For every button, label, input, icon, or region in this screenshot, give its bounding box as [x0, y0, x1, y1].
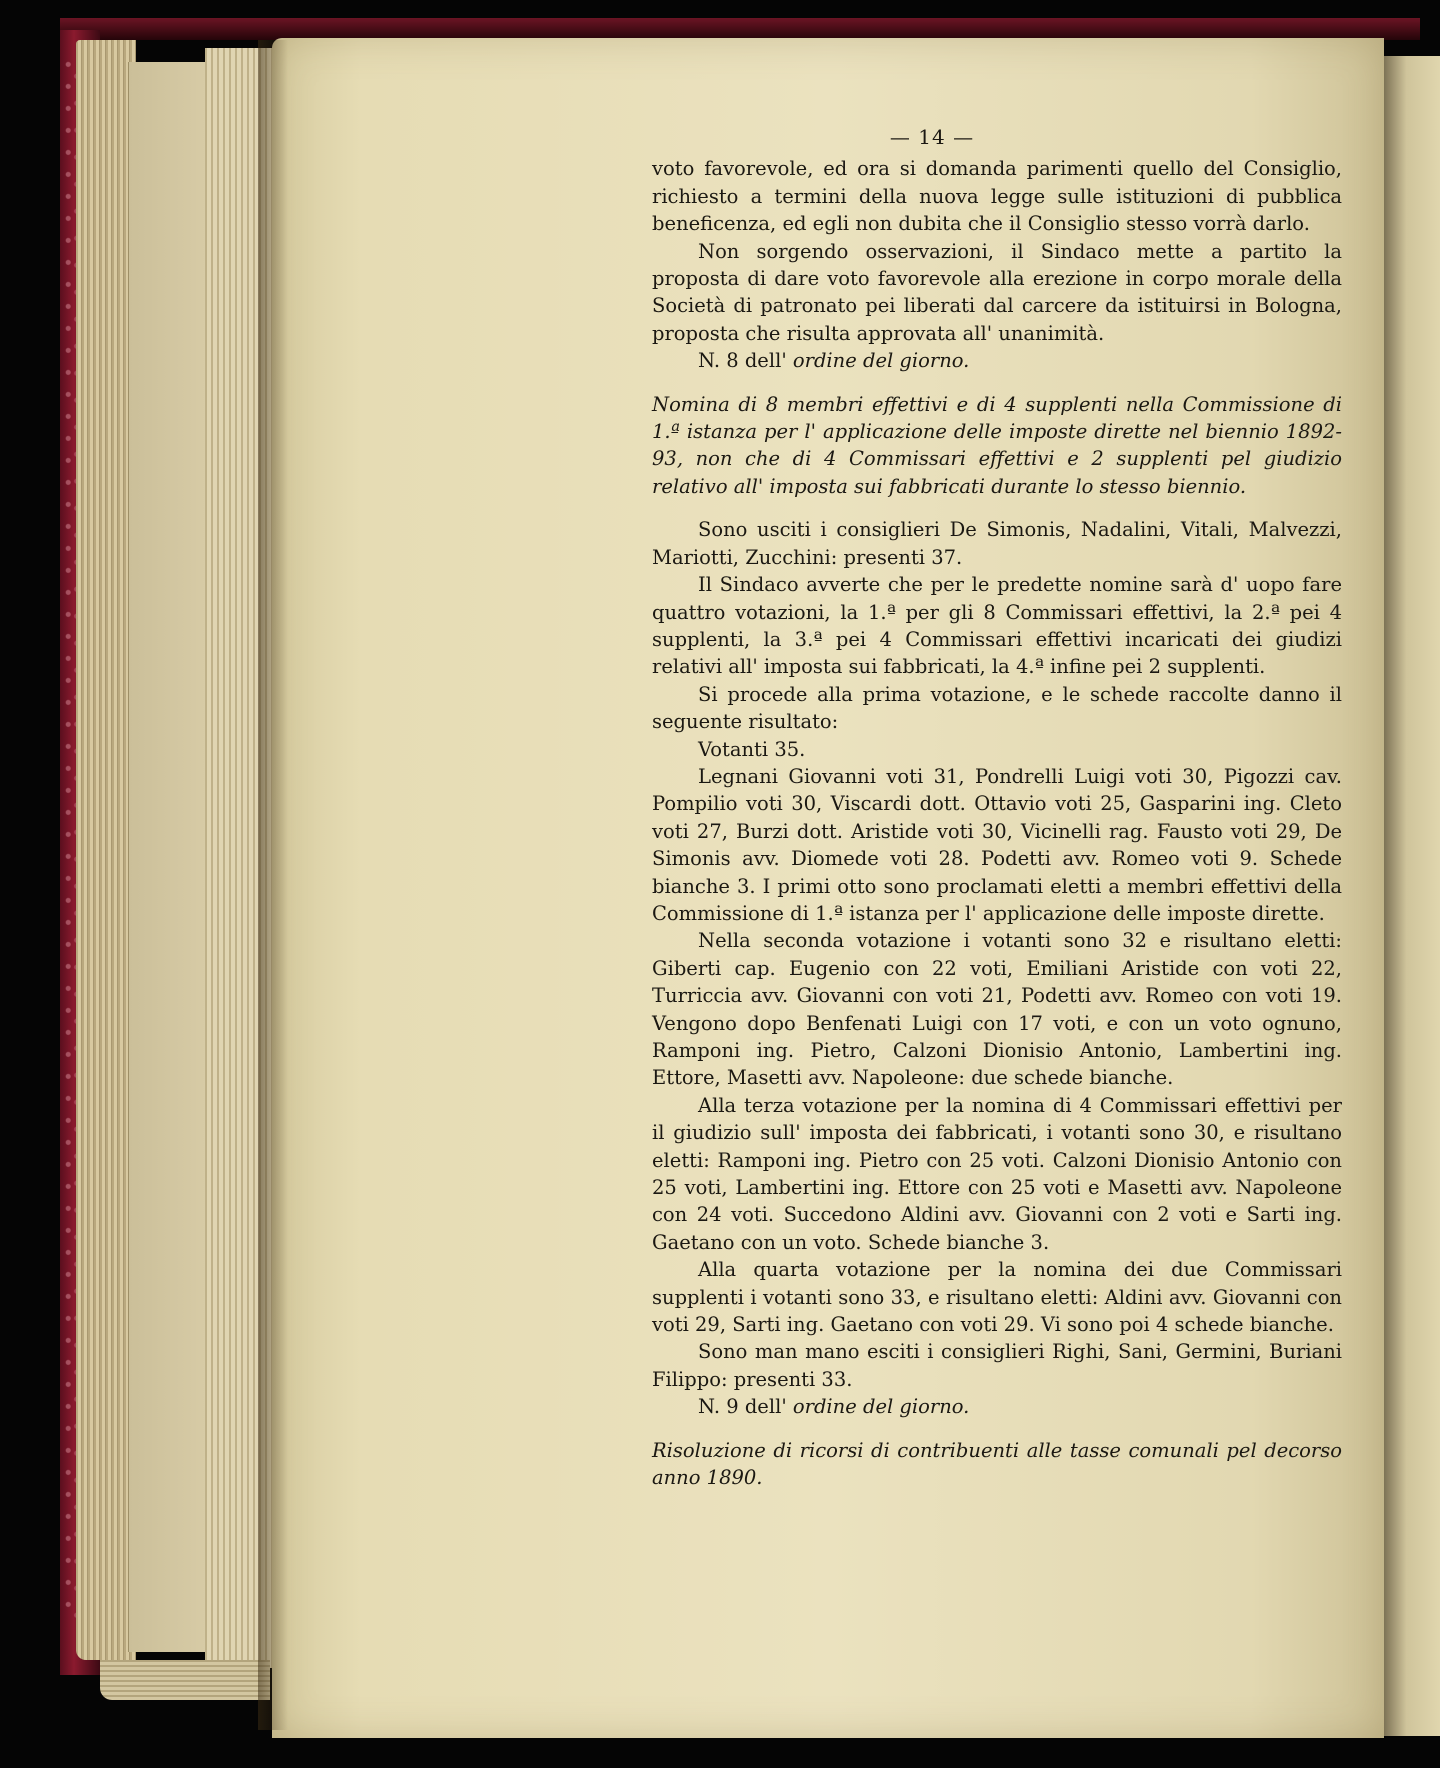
- paragraph: Si procede alla prima votazione, e le schede raccolte danno il seguente risultato:: [652, 682, 1342, 734]
- paragraph: voto favorevole, ed ora si domanda parimenti quello del Consiglio, richiesto a termini della nuova legge sulle istituzioni di pubblica beneficenza, ed egli non dubita che il Consiglio stesso vorrà darlo.: [652, 157, 1342, 236]
- agenda-prefix: N. 9 dell': [698, 1395, 787, 1419]
- agenda-label: ordine del giorno.: [792, 1395, 970, 1419]
- section-heading: Nomina di 8 membri effettivi e di 4 supplenti nella Commissione di 1.ª istanza per l' applicazione delle imposte dirette nel biennio 1892-93, non che di 4 Commissari effettivi e 2 supplenti pel giudizio relativo all' imposta sui fabbricati durante lo stesso biennio.: [652, 392, 1342, 498]
- agenda-item-8: [652, 347, 1342, 374]
- paragraph: Sono man mano esciti i consiglieri Righi, Sani, Germini, Buriani Filippo: presenti 33.: [652, 1340, 1342, 1391]
- paragraph: Alla quarta votazione per la nomina dei due Commissari supplenti i votanti sono 33, e risultano eletti: Aldini avv. Giovanni con voti 29, Sarti ing. Gaetano con voti 29. Vi sono poi 4 schede bianche.: [652, 1258, 1342, 1337]
- page-text: [652, 124, 1342, 1508]
- section-heading: Risoluzione di ricorsi di contribuenti alle tasse comunali pel decorso anno 1890.: [652, 1438, 1342, 1490]
- paragraph: Il Sindaco avverte che per le predette nomine sarà d' uopo fare quattro votazioni, la 1.ª per gli 8 Commissari effettivi, la 2.ª pei 4 supplenti, la 3.ª pei 4 Commissari effettivi incaricati dei giudizi relativi all' imposta sui fabbricati, la 4.ª infine pei 2 supplenti.: [652, 573, 1342, 679]
- paragraph: Alla terza votazione per la nomina di 4 Commissari effettivi per il giudizio sull' imposta dei fabbricati, i votanti sono 30, e risultano eletti: Ramponi ing. Pietro con 25 voti. Calzoni Dionisio Antonio con 25 voti, Lambertini ing. Ettore con 25 voti e Masetti avv. Napoleone con 24 voti. Succedono Aldini avv. Giovanni con 2 voti e Sarti ing. Gaetano con un voto. Schede bianche 3.: [652, 1093, 1342, 1254]
- agenda-prefix: N. 8 dell': [698, 349, 787, 373]
- page-stack-edge: [76, 40, 136, 1660]
- paragraph: Nella seconda votazione i votanti sono 32 e risultano eletti: Giberti cap. Eugenio con 22 voti, Emiliani Aristide con voti 22, Turriccia avv. Giovanni con voti 21, Podetti avv. Romeo con voti 19. Vengono dopo Benfenati Luigi con 17 voti, e con un voto ognuno, Ramponi ing. Pietro, Calzoni Dionisio Antonio, Lambertini ing. Ettore, Masetti avv. Napoleone: due schede bianche.: [652, 929, 1342, 1090]
- agenda-item-9: [652, 1393, 1342, 1420]
- page-stack-bottom: [100, 1660, 270, 1700]
- page-number: — 14 —: [889, 125, 975, 149]
- gutter-shadow: [258, 40, 288, 1730]
- paragraph: Votanti 35.: [698, 737, 806, 761]
- paragraph: Sono usciti i consiglieri De Simonis, Nadalini, Vitali, Malvezzi, Mariotti, Zucchini: presenti 37.: [652, 518, 1342, 569]
- paragraph: Non sorgendo osservazioni, il Sindaco mette a partito la proposta di dare voto favorevole alla erezione in corpo morale della Società di patronato pei liberati dal carcere da istituirsi in Bologna, proposta che risulta approvata all' unanimità.: [652, 239, 1342, 345]
- book-cover-top: [60, 18, 1420, 40]
- facing-page-edge: [1384, 56, 1440, 1736]
- agenda-label: ordine del giorno.: [792, 349, 970, 373]
- paragraph: Legnani Giovanni voti 31, Pondrelli Luigi voti 30, Pigozzi cav. Pompilio voti 30, Viscardi dott. Ottavio voti 25, Gasparini ing. Cleto voti 27, Burzi dott. Aristide voti 30, Vicinelli rag. Fausto voti 29, De Simonis avv. Diomede voti 28. Podetti avv. Romeo voti 9. Schede bianche 3. I primi otto sono proclamati eletti a membri effettivi della Commissione di 1.ª istanza per l' applicazione delle imposte dirette.: [652, 764, 1342, 925]
